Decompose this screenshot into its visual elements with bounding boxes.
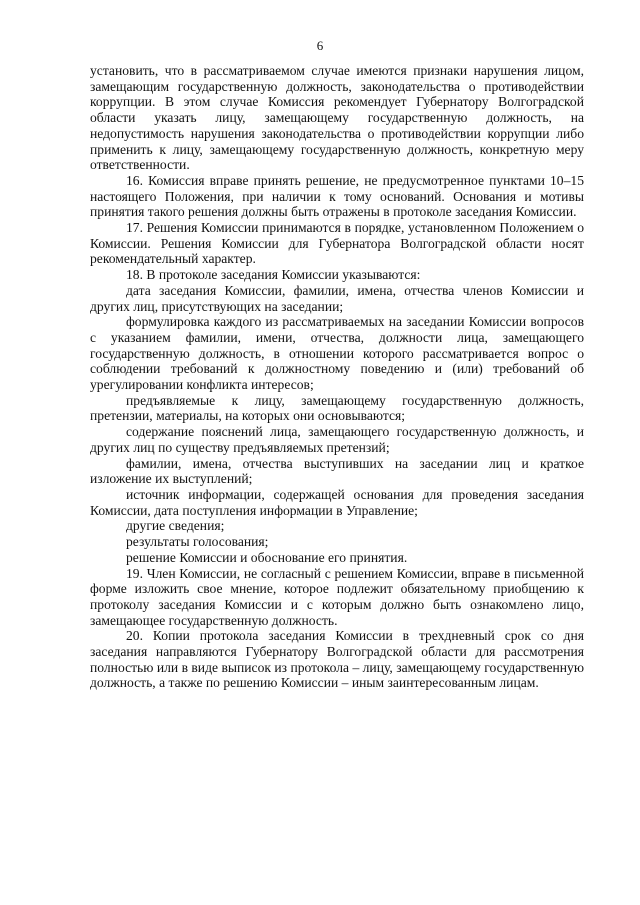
list-item-source: источник информации, содержащей основания для проведения заседания Комиссии, дата поступления информации в Управление;: [90, 486, 584, 518]
list-item-explanations: содержание пояснений лица, замещающего государственную должность, и других лиц по существу предъявляемых претензий;: [90, 424, 584, 455]
list-item-decision: решение Комиссии и обоснование его принятия.: [126, 549, 408, 565]
paragraph-16: 16. Комиссия вправе принять решение, не предусмотренное пунктами 10–15 настоящего Положения, при наличии к тому оснований. Основания и мотивы принятия такого решения должны быть отражены в протоколе заседания Комиссии.: [90, 172, 584, 220]
document-body: [90, 63, 584, 691]
page-number: 6: [316, 38, 324, 53]
list-item-date: дата заседания Комиссии, фамилии, имена, отчества членов Комиссии и других лиц, присутствующих на заседании;: [90, 282, 584, 314]
list-item-votes: результаты голосования;: [126, 534, 269, 550]
paragraph-17: 17. Решения Комиссии принимаются в порядке, установленном Положением о Комиссии. Решения Комиссии для Губернатора Волгоградской области носят рекомендательный характер.: [90, 220, 584, 267]
list-item-wording: формулировка каждого из рассматриваемых на заседании Комиссии вопросов с указанием фамилии, имени, отчества, должности лица, замещающего государственную должность, в отношении которого рассматривается вопрос о соблюдении требований к должностному поведению и (или) требований об урегулировании конфликта интересов;: [90, 314, 584, 393]
paragraph-19: 19. Член Комиссии, не согласный с решением Комиссии, вправе в письменной форме изложить свое мнение, которое подлежит обязательному приобщению к протоколу заседания Комиссии и с которым должно быть ознакомлено лицо, замещающее государственную должность.: [90, 565, 584, 628]
list-item-speakers: фамилии, имена, отчества выступивших на заседании лиц и краткое изложение их выступлений;: [90, 455, 584, 487]
paragraph-20: 20. Копии протокола заседания Комиссии в трехдневный срок со дня заседания направляются Губернатору Волгоградской области для рассмотрения полностью или в виде выписок из протокола – лицу, замещающему государственную должность, а также по решению Комиссии – иным заинтересованным лицам.: [90, 628, 584, 691]
paragraph-continuation: установить, что в рассматриваемом случае имеются признаки нарушения лицом, замещающим государственную должность, законодательства о противодействии коррупции. В этом случае Комиссия рекомендует Губернатору Волгоградской области указать лицу, замещающему государственную должность, на недопустимость нарушения законодательства о противодействии коррупции либо применить к лицу, замещающему государственную должность, конкретную меру ответственности.: [90, 63, 584, 173]
list-item-claims: предъявляемые к лицу, замещающему государственную должность, претензии, материалы, на которых они основываются;: [90, 392, 584, 424]
list-item-other: другие сведения;: [126, 518, 225, 534]
paragraph-18: 18. В протоколе заседания Комиссии указываются:: [126, 267, 421, 283]
